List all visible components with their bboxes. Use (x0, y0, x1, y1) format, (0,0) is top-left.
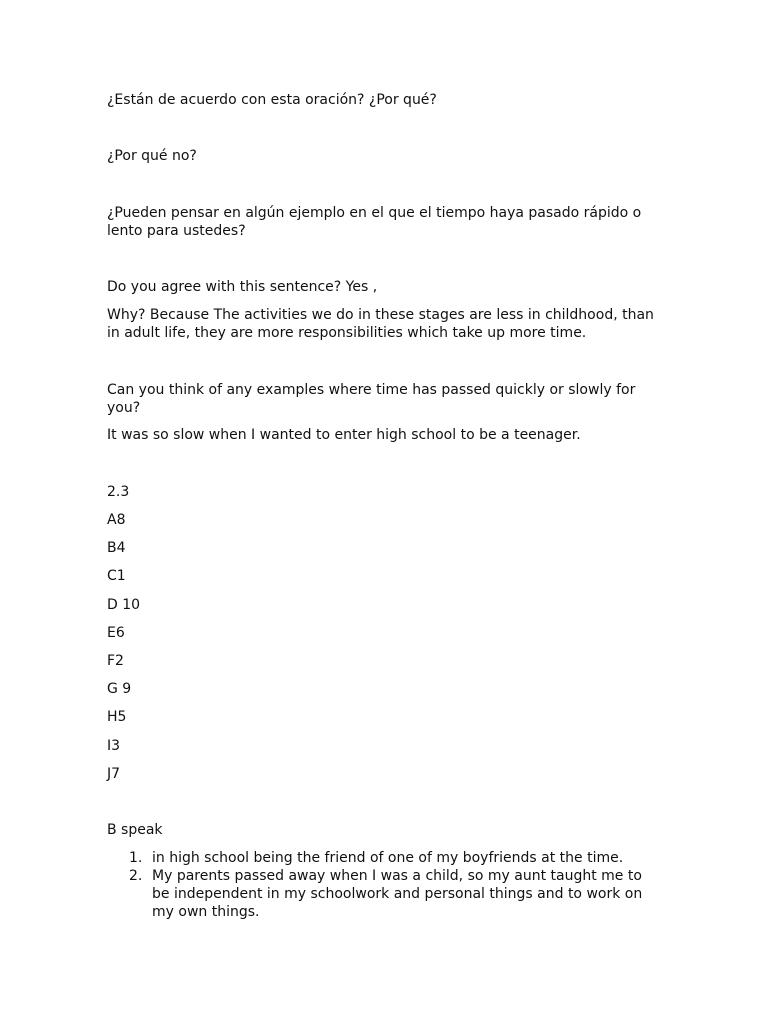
question-en-1: Do you agree with this sentence? Yes , (107, 279, 378, 295)
answer-item: D 10 (107, 597, 141, 613)
list-item-number: 2. (129, 868, 143, 884)
question-es-1: ¿Están de acuerdo con esta oración? ¿Por qué? (107, 92, 437, 108)
answer-item: I3 (107, 738, 121, 754)
answer-en-1: Why? Because The activities we do in these stages are less in childhood, than in adult life, they are more responsibilities which take up more time. (107, 307, 654, 341)
list-item-text: in high school being the friend of one of my boyfriends at the time. (152, 850, 624, 866)
answer-item: B4 (107, 540, 126, 556)
question-en-2: Can you think of any examples where time has passed quickly or slowly for you? (107, 382, 636, 416)
answer-item: G 9 (107, 681, 132, 697)
question-es-2: ¿Por qué no? (107, 148, 197, 164)
question-es-3: ¿Pueden pensar en algún ejemplo en el que el tiempo haya pasado rápido o lento para ustedes? (107, 205, 642, 239)
answer-en-2: It was so slow when I wanted to enter high school to be a teenager. (107, 427, 581, 443)
list-item (107, 867, 663, 921)
section-number: 2.3 (107, 484, 130, 500)
answer-item: C1 (107, 568, 126, 584)
answer-item: J7 (107, 766, 121, 782)
answer-item: A8 (107, 512, 126, 528)
b-speak-list (107, 849, 663, 921)
list-item-number: 1. (129, 850, 143, 866)
b-speak-heading: B speak (107, 822, 163, 838)
list-item (107, 849, 663, 867)
answer-item: F2 (107, 653, 124, 669)
list-item-text: My parents passed away when I was a child, so my aunt taught me to be independent in my schoolwork and personal things and to work on my own things. (152, 868, 643, 920)
answer-item: H5 (107, 709, 127, 725)
answer-item: E6 (107, 625, 125, 641)
